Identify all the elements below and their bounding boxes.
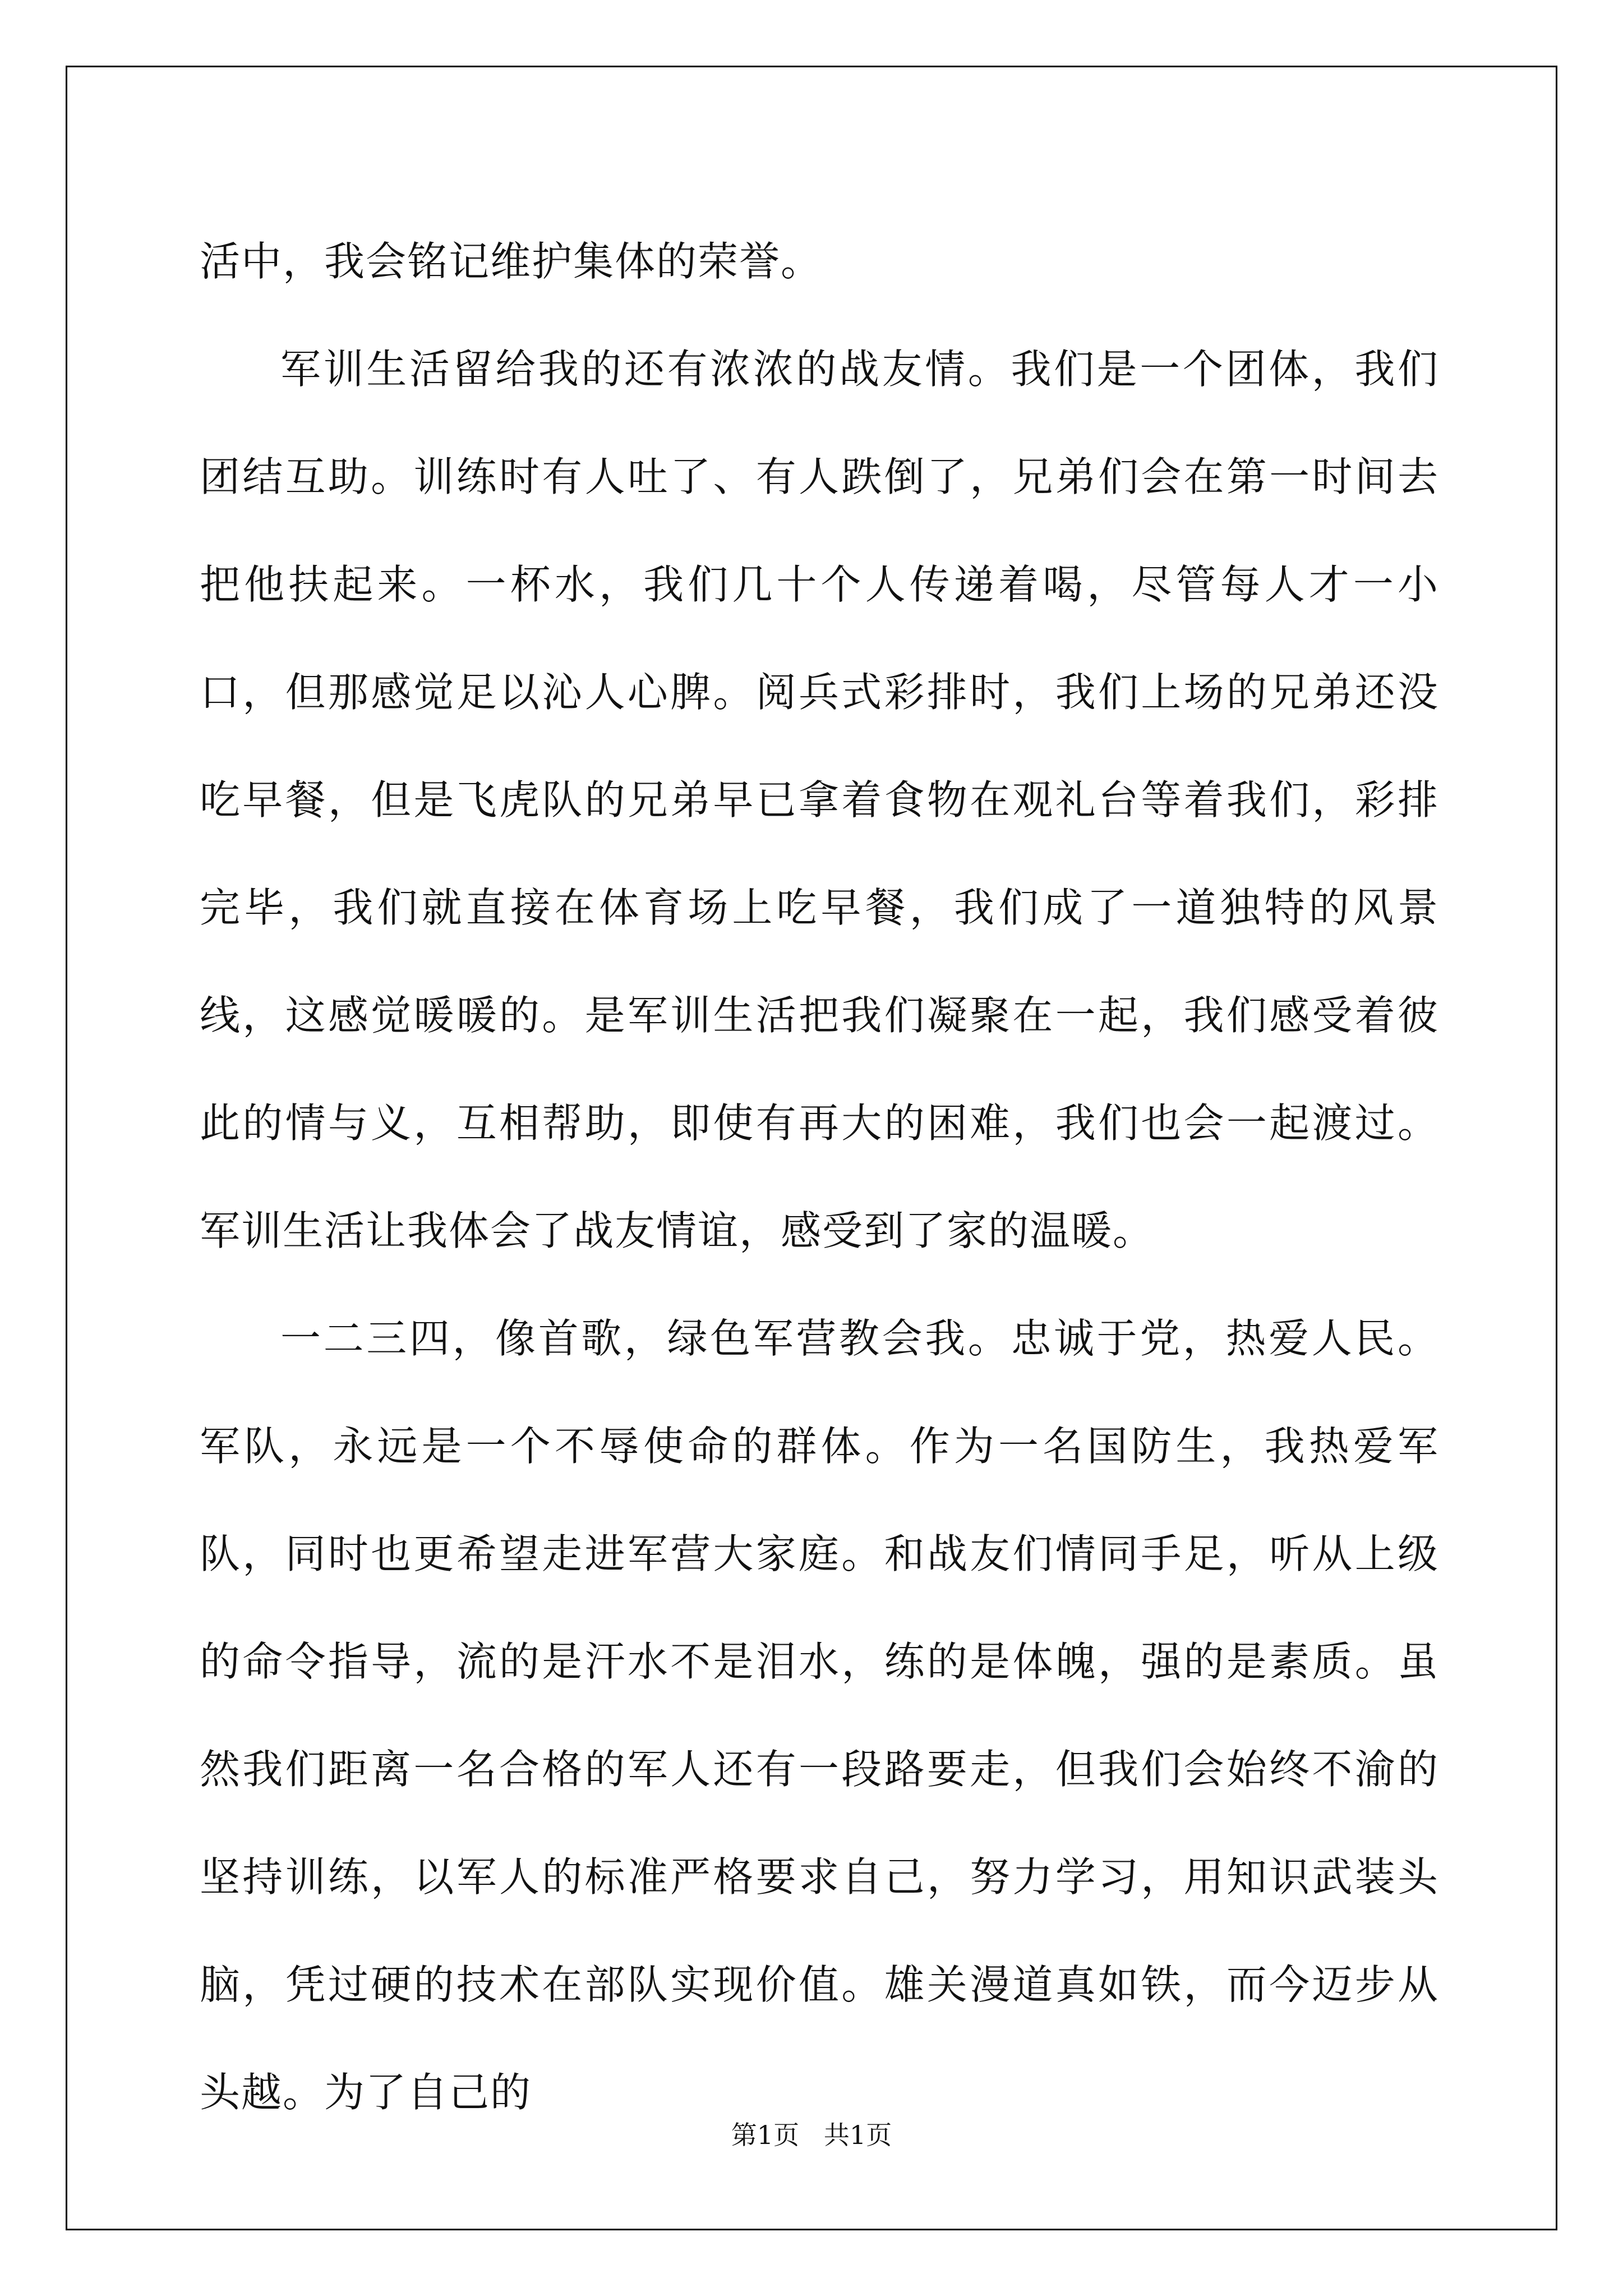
document-body xyxy=(200,208,1439,2146)
page-number-footer: 第1页 共1页 xyxy=(731,2120,892,2150)
paragraph-3: 一二三四，像首歌，绿色军营教会我。忠诚于党，热爱人民。军队，永远是一个不辱使命的群体。作为一名国防生，我热爱军队，同时也更希望走进军营大家庭。和战友们情同手足，听从上级的命令指导，流的是汗水不是泪水，练的是体魄，强的是素质。虽然我们距离一名合格的军人还有一段路要走，但我们会始终不渝的坚持训练，以军人的标准严格要求自己，努力学习，用知识武装头脑，凭过硬的技术在部队实现价值。雄关漫道真如铁，而今迈步从头越。为了自己的 xyxy=(200,1315,1439,2116)
paragraph-2: 军训生活留给我的还有浓浓的战友情。我们是一个团体，我们团结互助。训练时有人吐了、有人跌倒了，兄弟们会在第一时间去把他扶起来。一杯水，我们几十个人传递着喝，尽管每人才一小口，但那感觉足以沁人心脾。阅兵式彩排时，我们上场的兄弟还没吃早餐，但是飞虎队的兄弟早已拿着食物在观礼台等着我们，彩排完毕，我们就直接在体育场上吃早餐，我们成了一道独特的风景线，这感觉暖暖的。是军训生活把我们凝聚在一起，我们感受着彼此的情与义，互相帮助，即使有再大的困难，我们也会一起渡过。军训生活让我体会了战友情谊，感受到了家的温暖。 xyxy=(200,346,1439,1254)
paragraph-1: 活中，我会铭记维护集体的荣誉。 xyxy=(200,238,823,285)
